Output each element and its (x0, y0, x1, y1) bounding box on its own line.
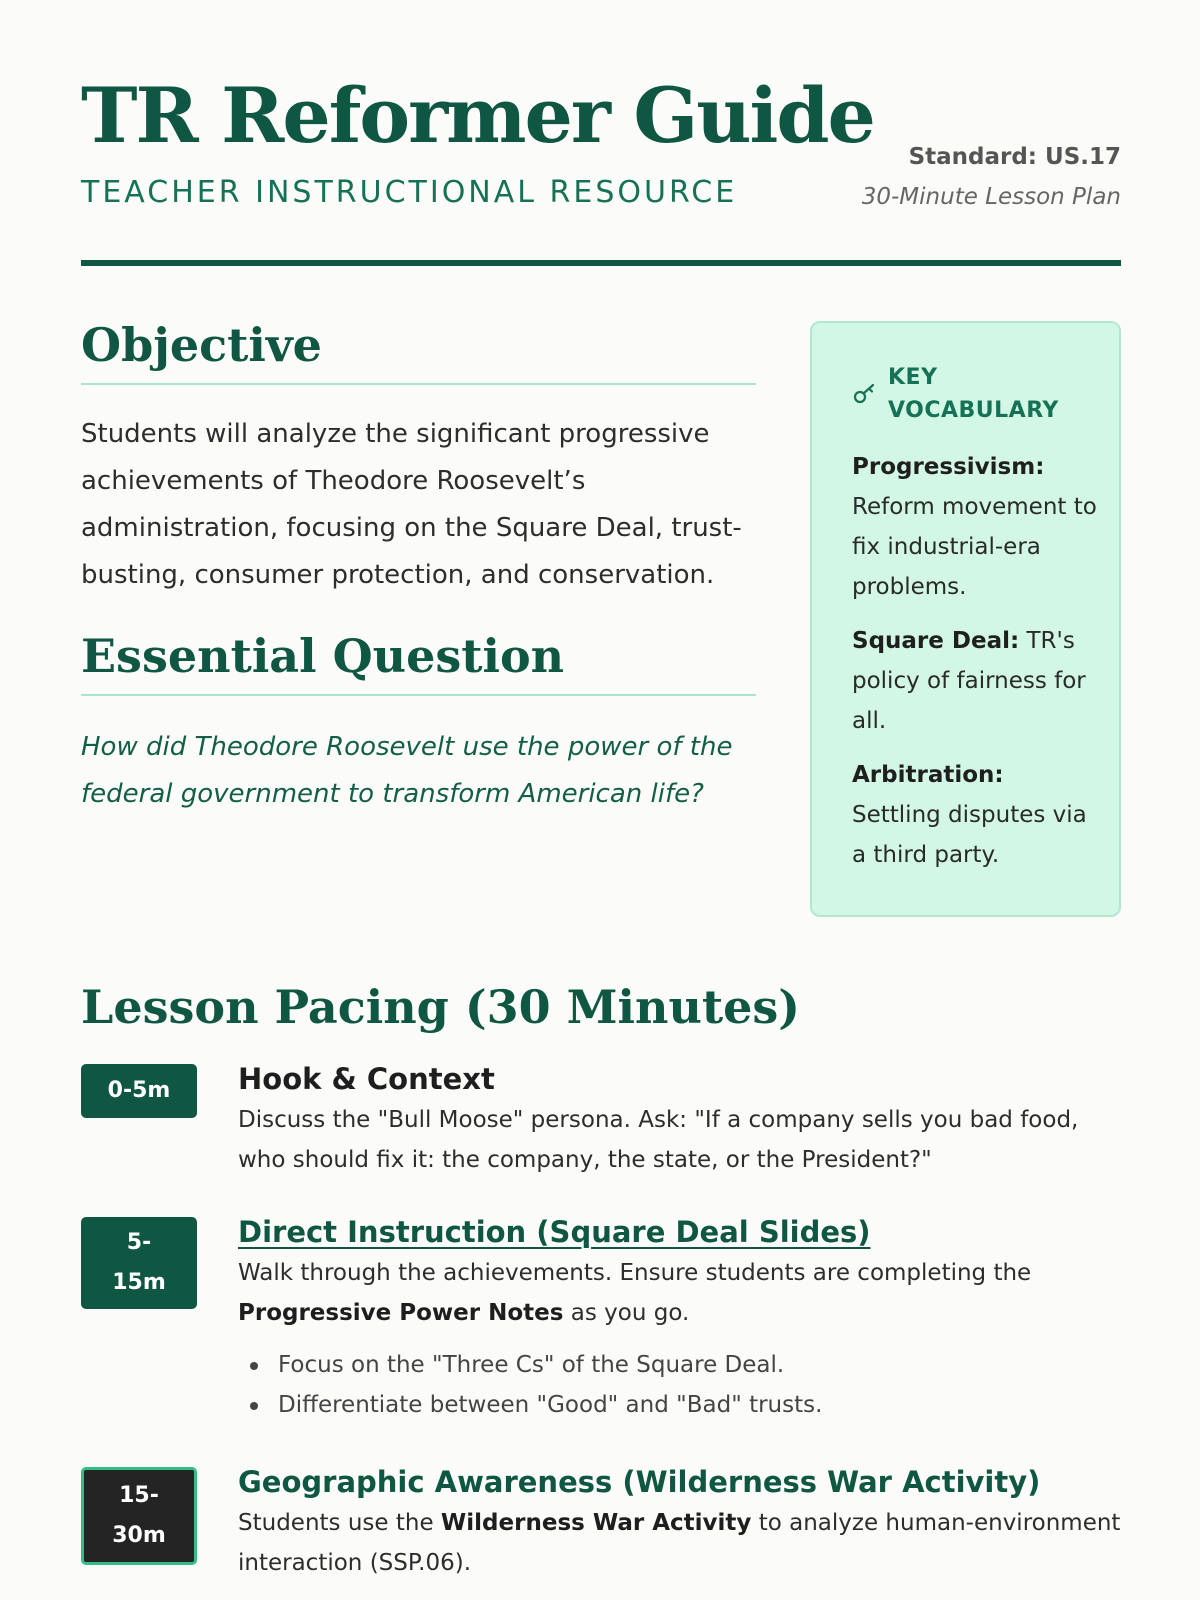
vocab-item-arbitration (852, 755, 1099, 875)
vocab-definition: TR's policy of fairness for all. (852, 628, 1086, 734)
essential-question-divider (81, 694, 756, 696)
pacing-step-description (238, 1253, 1121, 1333)
description-text: Students use the (238, 1510, 441, 1536)
vocabulary-list (852, 447, 1099, 875)
objective-section (81, 318, 756, 599)
time-badge-line: 30m (112, 1523, 166, 1548)
page-subtitle: TEACHER INSTRUCTIONAL RESOURCE (81, 175, 738, 210)
vocab-definition: Settling disputes via a third party. (852, 802, 1087, 868)
vocabulary-title: KEY VOCABULARY (888, 365, 1059, 423)
essential-question-text: How did Theodore Roosevelt use the power of the federal government to transform American life? (81, 732, 733, 810)
time-badge (81, 1467, 197, 1565)
time-badge-line: 15m (112, 1270, 166, 1295)
page-title: TR Reformer Guide (81, 71, 874, 160)
vocab-term: Progressivism: (852, 454, 1045, 480)
standard-label: Standard: US.17 (908, 144, 1121, 170)
pacing-step-title: Geographic Awareness (Wilderness War Activity) (238, 1465, 1041, 1499)
lesson-pacing-heading: Lesson Pacing (30 Minutes) (81, 980, 801, 1034)
time-badge (81, 1217, 197, 1309)
description-text: as you go. (563, 1300, 690, 1326)
key-icon (852, 381, 878, 407)
pacing-step-description: Discuss the "Bull Moose" persona. Ask: "If a company sells you bad food, who should fix it: the company, the state, or the President?" (238, 1107, 1079, 1173)
pacing-step-description (238, 1503, 1121, 1583)
vocab-item-square-deal (852, 621, 1099, 741)
description-emphasis: Progressive Power Notes (238, 1300, 564, 1326)
header-meta (862, 144, 1121, 211)
vocab-term: Square Deal: (852, 628, 1020, 654)
left-column (81, 318, 756, 818)
description-emphasis: Wilderness War Activity (440, 1510, 752, 1536)
time-badge: 0-5m (81, 1064, 197, 1118)
pacing-step-content (238, 1461, 1121, 1583)
header-divider (81, 260, 1121, 266)
pacing-step-title: Hook & Context (238, 1062, 495, 1096)
instruction-bullets (238, 1345, 1121, 1425)
time-badge-line: 15- (119, 1483, 159, 1508)
objective-heading: Objective (81, 318, 322, 372)
lesson-plan-duration: 30-Minute Lesson Plan (861, 183, 1121, 210)
description-text: to analyze human-environment interaction (SSP.06). (238, 1510, 1121, 1576)
pacing-step-content (238, 1211, 1121, 1425)
objective-divider (81, 383, 756, 385)
key-vocabulary-card (810, 321, 1121, 917)
vocab-term: Arbitration: (852, 762, 1004, 788)
vocab-item-progressivism (852, 447, 1099, 607)
pacing-step-content (238, 1058, 1121, 1180)
vocab-definition: Reform movement to fix industrial-era problems. (852, 494, 1097, 600)
vocabulary-header (852, 361, 1099, 427)
bullet-item: Differentiate between "Good" and "Bad" trusts. (248, 1385, 1121, 1425)
essential-question-section (81, 629, 756, 818)
essential-question-heading: Essential Question (81, 629, 565, 684)
bullet-item: Focus on the "Three Cs" of the Square Deal. (248, 1345, 1121, 1385)
time-badge-line: 5- (126, 1230, 152, 1255)
objective-text: Students will analyze the significant progressive achievements of Theodore Roosevelt’s administration, focusing on the Square Deal, trust-busting, consumer protection, and conservation. (81, 419, 742, 591)
square-deal-slides-link[interactable]: Direct Instruction (Square Deal Slides) (238, 1215, 871, 1249)
description-text: Walk through the achievements. Ensure students are completing the (238, 1260, 1032, 1286)
